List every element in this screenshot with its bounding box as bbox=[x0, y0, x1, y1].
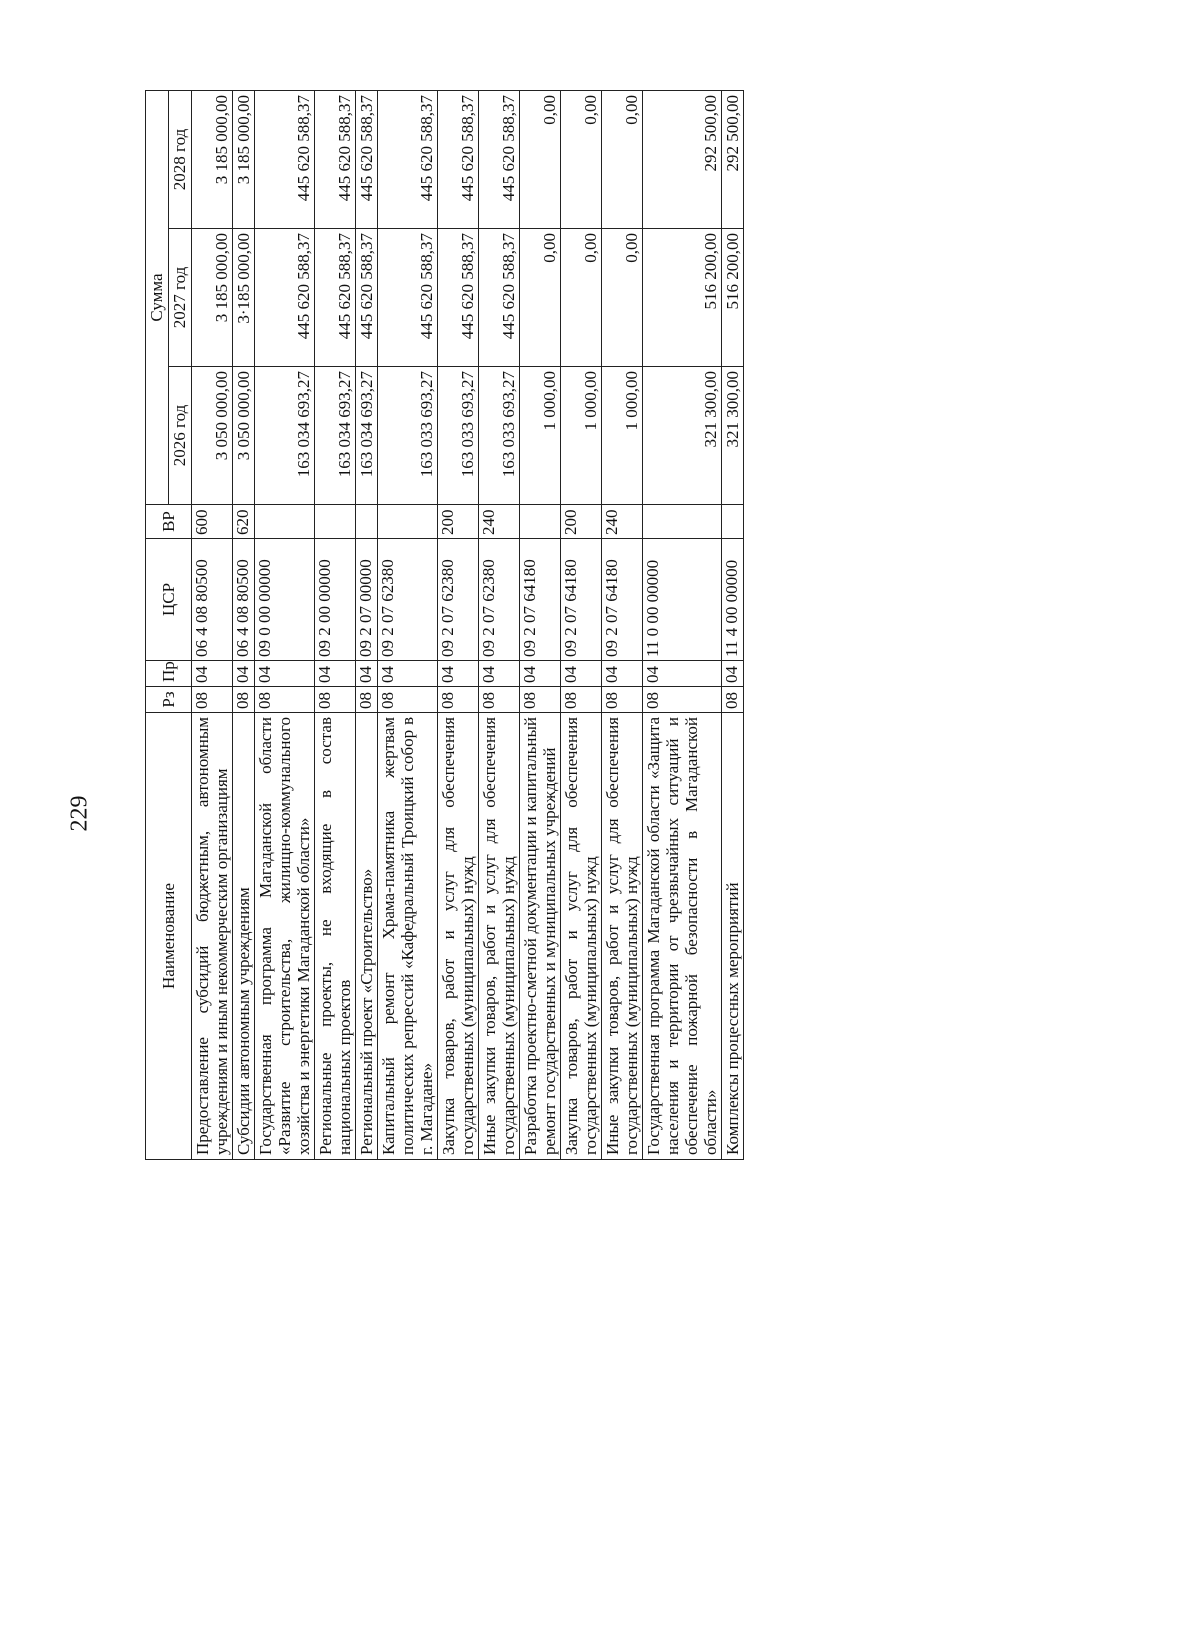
row-csr: 09 2 07 64180 bbox=[602, 539, 643, 661]
row-vr: 240 bbox=[602, 505, 643, 539]
row-sum-2028: 445 620 588,37 bbox=[479, 91, 520, 229]
row-sum-2027: 516 200,00 bbox=[722, 229, 744, 367]
row-name: Иные закупки товаров, работ и услуг для обеспечения государственных (муниципальных) нужд bbox=[479, 713, 520, 1160]
row-pr: 04 bbox=[602, 661, 643, 687]
row-sum-2028: 445 620 588,37 bbox=[315, 91, 356, 229]
row-name: Капитальный ремонт Храма-памятника жертвам политических репрессий «Кафедральный Троицкий собор в г. Магадане» bbox=[378, 713, 438, 1160]
table-row bbox=[233, 91, 255, 1160]
row-sum-2028: 0,00 bbox=[561, 91, 602, 229]
row-sum-2028: 3 185 000,00 bbox=[233, 91, 255, 229]
row-sum-2026: 163 033 693,27 bbox=[479, 367, 520, 505]
row-sum-2026: 1 000,00 bbox=[520, 367, 561, 505]
row-vr: 200 bbox=[438, 505, 479, 539]
row-pr: 04 bbox=[192, 661, 233, 687]
row-sum-2026: 163 034 693,27 bbox=[255, 367, 315, 505]
row-vr: 620 bbox=[233, 505, 255, 539]
table-row bbox=[438, 91, 479, 1160]
header-vr: ВР bbox=[146, 505, 192, 539]
row-csr: 09 2 07 64180 bbox=[561, 539, 602, 661]
row-rz: 08 bbox=[520, 687, 561, 713]
row-vr bbox=[356, 505, 378, 539]
row-sum-2028: 0,00 bbox=[520, 91, 561, 229]
row-rz: 08 bbox=[233, 687, 255, 713]
row-rz: 08 bbox=[378, 687, 438, 713]
row-name: Закупка товаров, работ и услуг для обеспечения государственных (муниципальных) нужд bbox=[561, 713, 602, 1160]
row-pr: 04 bbox=[233, 661, 255, 687]
table-row bbox=[722, 91, 744, 1160]
row-pr: 04 bbox=[255, 661, 315, 687]
row-sum-2027: 445 620 588,37 bbox=[378, 229, 438, 367]
row-rz: 08 bbox=[356, 687, 378, 713]
table-row bbox=[255, 91, 315, 1160]
row-csr: 09 0 00 00000 bbox=[255, 539, 315, 661]
table-row bbox=[356, 91, 378, 1160]
row-sum-2027: 516 200,00 bbox=[643, 229, 722, 367]
budget-table bbox=[145, 90, 744, 1160]
row-name: Субсидии автономным учреждениям bbox=[233, 713, 255, 1160]
row-name: Региональный проект «Строительство» bbox=[356, 713, 378, 1160]
table-row bbox=[192, 91, 233, 1160]
row-vr bbox=[643, 505, 722, 539]
row-csr: 09 2 07 64180 bbox=[520, 539, 561, 661]
row-pr: 04 bbox=[722, 661, 744, 687]
row-csr: 11 4 00 00000 bbox=[722, 539, 744, 661]
row-rz: 08 bbox=[722, 687, 744, 713]
table-row bbox=[479, 91, 520, 1160]
row-vr bbox=[520, 505, 561, 539]
row-vr bbox=[378, 505, 438, 539]
row-rz: 08 bbox=[561, 687, 602, 713]
row-sum-2026: 163 034 693,27 bbox=[315, 367, 356, 505]
row-rz: 08 bbox=[479, 687, 520, 713]
row-name: Государственная программа Магаданской области «Развитие строительства, жилищно-коммунального хозяйства и энергетики Магаданской области» bbox=[255, 713, 315, 1160]
row-sum-2027: 445 620 588,37 bbox=[255, 229, 315, 367]
row-sum-2027: 3·185 000,00 bbox=[233, 229, 255, 367]
row-pr: 04 bbox=[520, 661, 561, 687]
row-sum-2027: 0,00 bbox=[561, 229, 602, 367]
row-csr: 11 0 00 00000 bbox=[643, 539, 722, 661]
row-sum-2028: 3 185 000,00 bbox=[192, 91, 233, 229]
row-sum-2027: 0,00 bbox=[520, 229, 561, 367]
row-rz: 08 bbox=[192, 687, 233, 713]
row-sum-2026: 163 033 693,27 bbox=[378, 367, 438, 505]
row-name: Государственная программа Магаданской области «Защита населения и территории от чрезвычайных ситуаций и обеспечение пожарной безопасности в Магаданской области» bbox=[643, 713, 722, 1160]
page-number: 229 bbox=[66, 795, 93, 832]
row-rz: 08 bbox=[315, 687, 356, 713]
row-pr: 04 bbox=[315, 661, 356, 687]
header-2026: 2026 год bbox=[169, 367, 192, 505]
row-sum-2026: 3 050 000,00 bbox=[192, 367, 233, 505]
header-2028: 2028 год bbox=[169, 91, 192, 229]
budget-table-rotated bbox=[145, 90, 955, 1160]
header-csr: ЦСР bbox=[146, 539, 192, 661]
row-csr: 09 2 07 62380 bbox=[378, 539, 438, 661]
row-sum-2028: 445 620 588,37 bbox=[255, 91, 315, 229]
header-pr: Пр bbox=[146, 661, 192, 687]
row-sum-2026: 321 300,00 bbox=[722, 367, 744, 505]
row-pr: 04 bbox=[378, 661, 438, 687]
row-sum-2026: 3 050 000,00 bbox=[233, 367, 255, 505]
table-row bbox=[520, 91, 561, 1160]
row-sum-2026: 1 000,00 bbox=[561, 367, 602, 505]
row-sum-2027: 445 620 588,37 bbox=[315, 229, 356, 367]
row-sum-2026: 163 034 693,27 bbox=[356, 367, 378, 505]
table-row bbox=[378, 91, 438, 1160]
row-csr: 06 4 08 80500 bbox=[192, 539, 233, 661]
row-vr: 200 bbox=[561, 505, 602, 539]
row-rz: 08 bbox=[255, 687, 315, 713]
budget-table-container bbox=[145, 90, 955, 1160]
table-row bbox=[561, 91, 602, 1160]
table-row bbox=[643, 91, 722, 1160]
row-sum-2027: 445 620 588,37 bbox=[356, 229, 378, 367]
row-csr: 09 2 07 62380 bbox=[438, 539, 479, 661]
row-vr bbox=[255, 505, 315, 539]
row-name: Разработка проектно-сметной документации и капитальный ремонт государственных и муниципальных учреждений bbox=[520, 713, 561, 1160]
row-pr: 04 bbox=[479, 661, 520, 687]
row-csr: 09 2 07 62380 bbox=[479, 539, 520, 661]
row-sum-2026: 1 000,00 bbox=[602, 367, 643, 505]
row-sum-2028: 292 500,00 bbox=[643, 91, 722, 229]
row-pr: 04 bbox=[643, 661, 722, 687]
row-rz: 08 bbox=[602, 687, 643, 713]
table-row bbox=[315, 91, 356, 1160]
row-name: Региональные проекты, не входящие в состав национальных проектов bbox=[315, 713, 356, 1160]
table-body bbox=[192, 91, 744, 1160]
row-pr: 04 bbox=[356, 661, 378, 687]
header-row-1 bbox=[146, 91, 169, 1160]
row-vr bbox=[315, 505, 356, 539]
table-row bbox=[602, 91, 643, 1160]
header-name: Наименование bbox=[146, 713, 192, 1160]
row-sum-2028: 0,00 bbox=[602, 91, 643, 229]
row-sum-2026: 321 300,00 bbox=[643, 367, 722, 505]
row-sum-2028: 445 620 588,37 bbox=[438, 91, 479, 229]
row-sum-2027: 3 185 000,00 bbox=[192, 229, 233, 367]
row-name: Комплексы процессных мероприятий bbox=[722, 713, 744, 1160]
row-rz: 08 bbox=[643, 687, 722, 713]
row-csr: 09 2 00 00000 bbox=[315, 539, 356, 661]
row-sum-2027: 445 620 588,37 bbox=[438, 229, 479, 367]
row-csr: 06 4 08 80500 bbox=[233, 539, 255, 661]
row-vr bbox=[722, 505, 744, 539]
header-sum: Сумма bbox=[146, 91, 169, 505]
row-csr: 09 2 07 00000 bbox=[356, 539, 378, 661]
row-vr: 240 bbox=[479, 505, 520, 539]
row-sum-2026: 163 033 693,27 bbox=[438, 367, 479, 505]
row-name: Предоставление субсидий бюджетным, автономным учреждениям и иным некоммерческим организациям bbox=[192, 713, 233, 1160]
row-sum-2027: 445 620 588,37 bbox=[479, 229, 520, 367]
header-rz: Рз bbox=[146, 687, 192, 713]
row-rz: 08 bbox=[438, 687, 479, 713]
row-pr: 04 bbox=[561, 661, 602, 687]
row-sum-2028: 292 500,00 bbox=[722, 91, 744, 229]
row-vr: 600 bbox=[192, 505, 233, 539]
row-name: Иные закупки товаров, работ и услуг для обеспечения государственных (муниципальных) нужд bbox=[602, 713, 643, 1160]
header-2027: 2027 год bbox=[169, 229, 192, 367]
row-sum-2028: 445 620 588,37 bbox=[356, 91, 378, 229]
row-pr: 04 bbox=[438, 661, 479, 687]
row-name: Закупка товаров, работ и услуг для обеспечения государственных (муниципальных) нужд bbox=[438, 713, 479, 1160]
row-sum-2027: 0,00 bbox=[602, 229, 643, 367]
row-sum-2028: 445 620 588,37 bbox=[378, 91, 438, 229]
